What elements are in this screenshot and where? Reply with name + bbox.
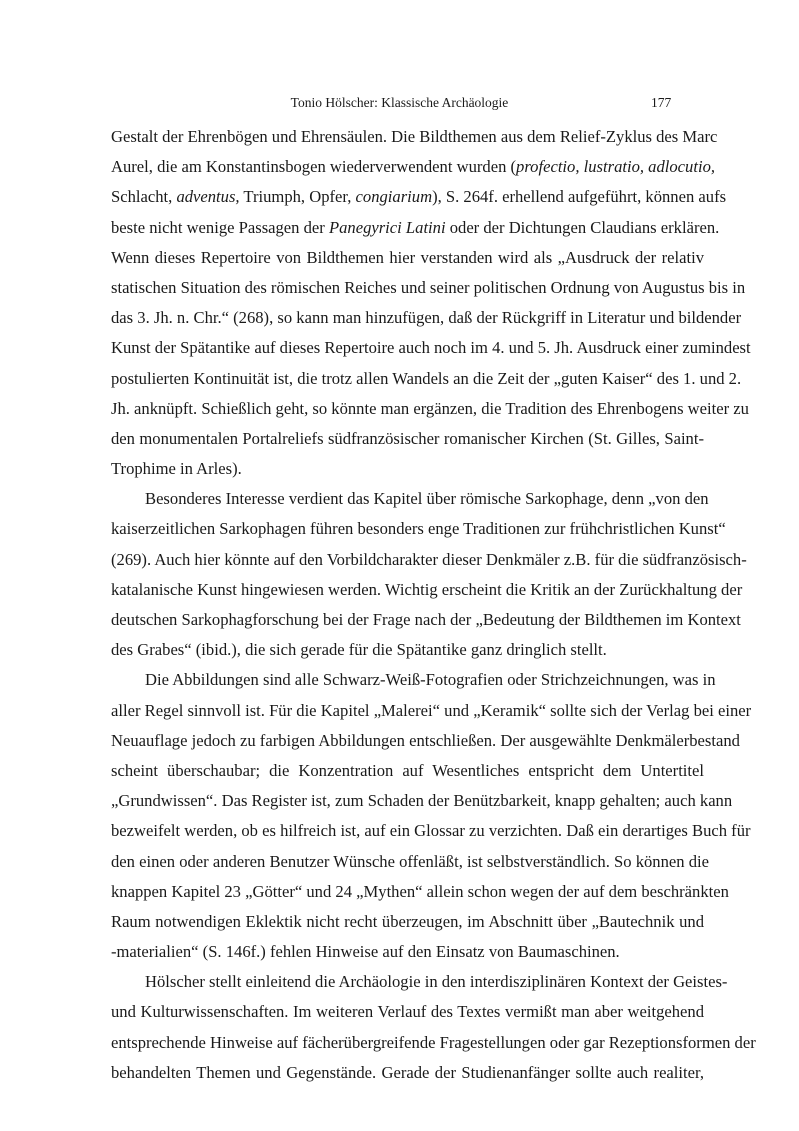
text-line: -materialien“ (S. 146f.) fehlen Hinweise auf den Einsatz von Baumaschinen. <box>111 942 620 962</box>
text-line: Wenn dieses Repertoire von Bildthemen hier verstanden wird als „Ausdruck der relativ <box>111 247 704 267</box>
text-line: des Grabes“ (ibid.), die sich gerade für die Spätantike ganz dringlich stellt. <box>111 640 607 660</box>
text-line: (269). Auch hier könnte auf den Vorbildcharakter dieser Denkmäler z.B. für die südfranzösisch- <box>111 549 747 569</box>
paragraph <box>111 122 751 484</box>
paragraph <box>111 967 756 1088</box>
text-line: knappen Kapitel 23 „Götter“ und 24 „Mythen“ allein schon wegen der auf dem beschränkten <box>111 881 729 901</box>
body-text <box>111 122 756 1088</box>
text-line: das 3. Jh. n. Chr.“ (268), so kann man hinzufügen, daß der Rückgriff in Literatur und bildender <box>111 308 742 328</box>
page-number: 177 <box>651 95 672 110</box>
text-line: deutschen Sarkophagforschung bei der Frage nach der „Bedeutung der Bildthemen im Kontext <box>111 610 741 629</box>
text-line: den einen oder anderen Benutzer Wünsche offenläßt, ist selbstverständlich. So können die <box>111 851 709 871</box>
text-line: aller Regel sinnvoll ist. Für die Kapitel „Malerei“ und „Keramik“ sollte sich der Verlag bei einer <box>111 700 752 720</box>
text-line: „Grundwissen“. Das Register ist, zum Schaden der Benützbarkeit, knapp gehalten; auch kann <box>111 791 733 811</box>
text-line: kaiserzeitlichen Sarkophagen führen besonders enge Traditionen zur frühchristlichen Kunst“ <box>111 519 726 539</box>
text-line: Jh. anknüpft. Schießlich geht, so könnte man ergänzen, die Tradition des Ehrenbogens weiter zu <box>111 398 749 418</box>
text-line: Aurel, die am Konstantinsbogen wiederverwendent wurden (profectio, lustratio, adlocutio, <box>111 157 716 177</box>
text-line: Die Abbildungen sind alle Schwarz-Weiß-Fotografien oder Strichzeichnungen, was in <box>145 670 716 690</box>
text-line: Besonderes Interesse verdient das Kapitel über römische Sarkophage, denn „von den <box>145 489 709 509</box>
text-line: Raum notwendigen Eklektik nicht recht überzeugen, im Abschnitt über „Bautechnik und <box>111 911 704 931</box>
text-line: entsprechende Hinweise auf fächerübergreifende Fragestellungen oder gar Rezeptionsformen der <box>111 1032 756 1052</box>
running-title: Tonio Hölscher: Klassische Archäologie <box>290 95 509 110</box>
text-line: Kunst der Spätantike auf dieses Repertoire auch noch im 4. und 5. Jh. Ausdruck einer zumindest <box>111 338 751 358</box>
paragraph <box>111 665 752 967</box>
text-line: Schlacht, adventus, Triumph, Opfer, congiarium), S. 264f. erhellend aufgeführt, können aufs <box>111 187 727 207</box>
text-line: und Kulturwissenschaften. Im weiteren Verlauf des Textes vermißt man aber weitgehend <box>111 1002 704 1022</box>
paragraph <box>111 484 747 665</box>
text-line: beste nicht wenige Passagen der Panegyrici Latini oder der Dichtungen Claudians erklären. <box>111 217 720 237</box>
text-line: den monumentalen Portalreliefs südfranzösischer romanischer Kirchen (St. Gilles, Saint- <box>111 428 704 448</box>
text-line: statischen Situation des römischen Reiches und seiner politischen Ordnung von Augustus bis in <box>111 277 746 297</box>
text-line: Trophime in Arles). <box>111 459 242 479</box>
text-line: behandelten Themen und Gegenstände. Gerade der Studienanfänger sollte auch realiter, <box>111 1062 704 1082</box>
text-line: scheint überschaubar; die Konzentration auf Wesentliches entspricht dem Untertitel <box>111 760 704 780</box>
text-line: Gestalt der Ehrenbögen und Ehrensäulen. Die Bildthemen aus dem Relief-Zyklus des Marc <box>111 127 718 146</box>
text-line: Neuauflage jedoch zu farbigen Abbildungen entschließen. Der ausgewählte Denkmälerbestand <box>111 730 740 750</box>
text-line: katalanische Kunst hingewiesen werden. Wichtig erscheint die Kritik an der Zurückhaltung der <box>111 579 743 599</box>
text-line: Hölscher stellt einleitend die Archäologie in den interdisziplinären Kontext der Geistes- <box>145 972 728 992</box>
text-line: postulierten Kontinuität ist, die trotz allen Wandels an die Zeit der „guten Kaiser“ des 1. und 2. <box>111 368 742 388</box>
text-line: bezweifelt werden, ob es hilfreich ist, auf ein Glossar zu verzichten. Daß ein derartiges Buch für <box>111 821 751 841</box>
